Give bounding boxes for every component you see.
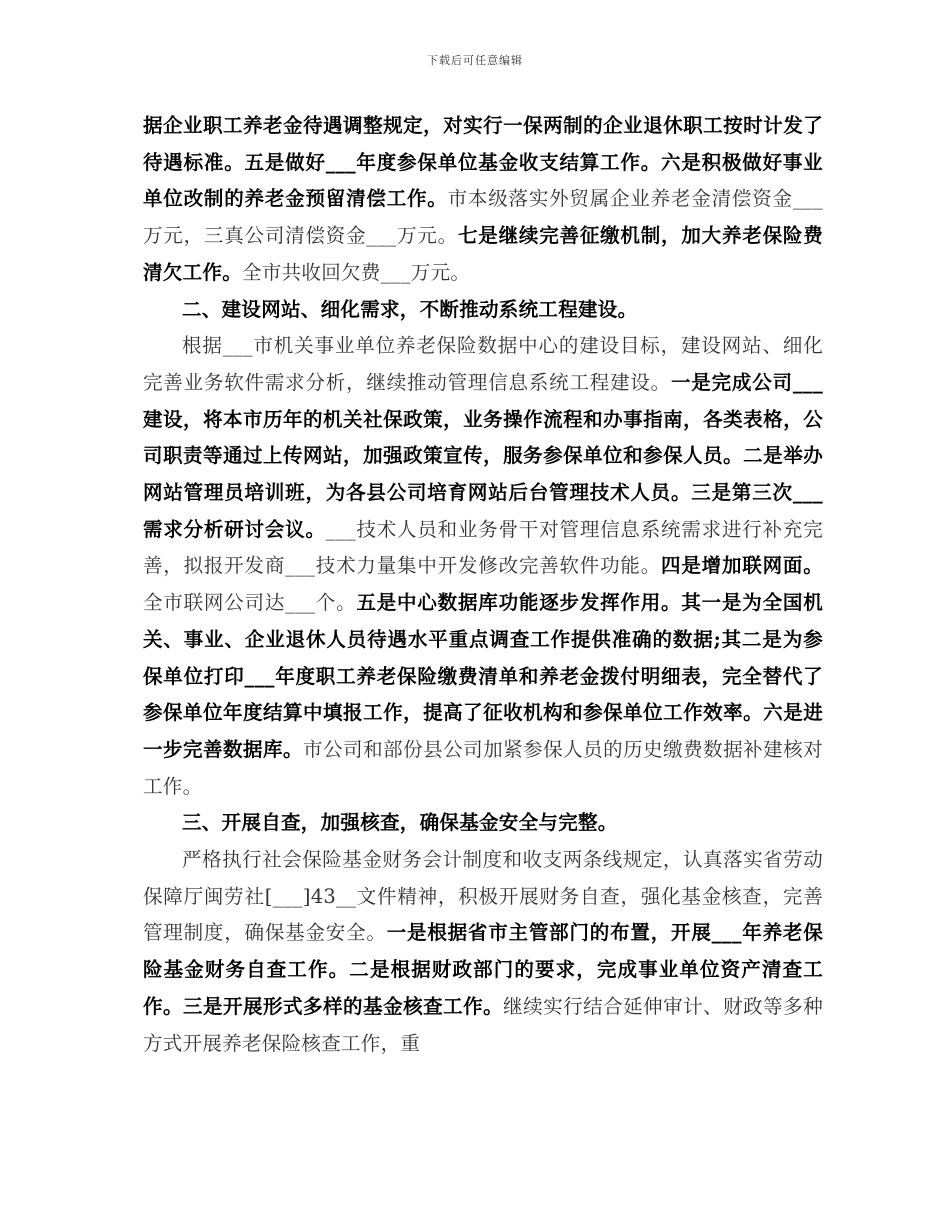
page-header: 下载后可任意编辑 [427,54,523,67]
bold-text-run: 据企业职工养老金待遇调整规定，对实行一保两制的企业退休职工按时计发了待遇标准。五是做好___年度参保单位基金收支结算工作。六是积极做好事业单位改制的养老金预留清偿工作。 [143,114,823,211]
bold-text-run: 一是根据省市主管部门的布置，开展___年养老保险基金财务自查工作。二是根据财政部门的要求，完成事业单位资产清查工作。三是开展形式多样的基金核查工作。 [143,921,823,1018]
text-run: ___技术人员和业务骨干对管理信息系统需求进行补充完善，拟报开发商___技术力量集中开发修改完善软件功能。 [143,517,823,578]
text-run: 根据___市机关事业单位养老保险数据中心的建设目标，建设网站、细化完善业务软件需求分析，继续推动管理信息系统工程建设。 [143,334,823,394]
text-run: 全市联网公司达___个。 [143,591,357,615]
bold-text-run: 四是增加联网面。 [661,554,823,578]
document-body [143,108,823,1062]
text-run: 市公司和部份县公司加紧参保人员的历史缴费数据补建核对工作。 [143,737,823,798]
text-run: 全市共收回欠费___万元。 [242,260,471,284]
bold-text-run: 五是中心数据库功能逐步发挥作用。其一是为全国机关、事业、企业退休人员待遇水平重点调查工作提供准确的数据;其二是为参保单位打印___年度职工养老保险缴费清单和养老金拨付明细表，完全替代了参保单位年度结算中填报工作，提高了征收机构和参保单位工作效率。六是进一步完善数据库。 [143,591,823,761]
bold-text-run: 三、开展自查，加强核查，确保基金安全与完整。 [182,811,618,835]
paragraph [143,805,823,842]
bold-text-run: 二、建设网站、细化需求，不断推动系统工程建设。 [182,297,638,321]
paragraph [143,108,823,292]
paragraph [143,328,823,805]
text-run: 严格执行社会保险基金财务会计制度和收支两条线规定，认真落实省劳动保障厅闽劳社[___]43__文件精神，积极开展财务自查，强化基金核查，完善管理制度，确保基金安全。 [143,848,823,945]
paragraph [143,842,823,1062]
paragraph [143,292,823,329]
bold-text-run: 一是完成公司___建设，将本市历年的机关社保政策，业务操作流程和办事指南，各类表格，公司职责等通过上传网站，加强政策宣传，服务参保单位和参保人员。二是举办网站管理员培训班，为各县公司培育网站后台管理技术人员。三是第三次___需求分析研讨会议。 [143,370,823,541]
text-run: 继续实行结合延伸审计、财政等多种方式开展养老保险核查工作，重 [143,994,823,1055]
bold-text-run: 七是继续完善征缴机制，加大养老保险费清欠工作。 [143,224,823,284]
text-run: 市本级落实外贸属企业养老金清偿资金___万元，三真公司清偿资金___万元。 [143,187,823,248]
